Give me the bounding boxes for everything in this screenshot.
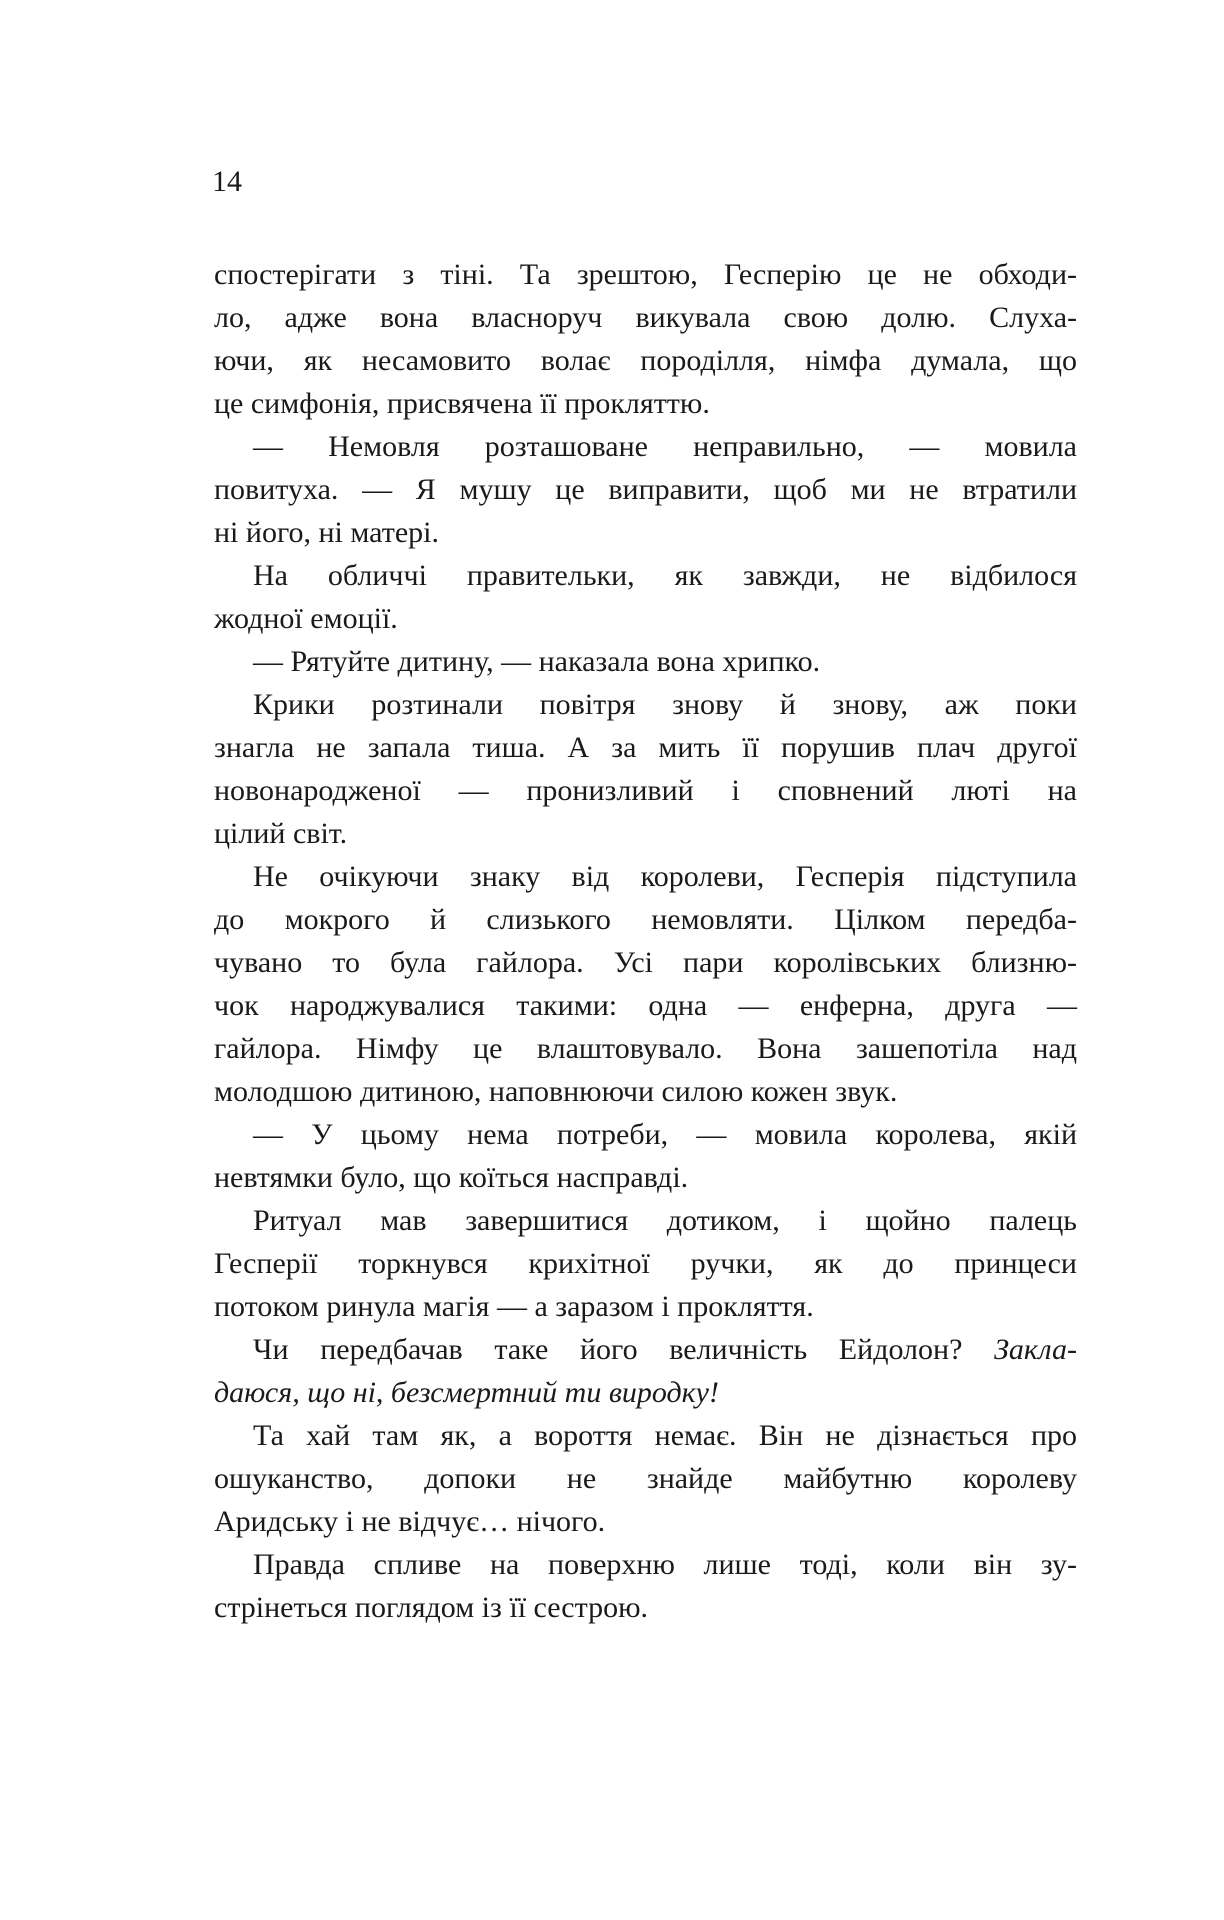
text-segment: стрінеться поглядом із її сестрою. xyxy=(214,1591,648,1624)
text-line xyxy=(214,1414,1077,1457)
text-line xyxy=(214,1371,1077,1414)
text-segment: — Рятуйте дитину, — наказала вона хрипко. xyxy=(253,645,821,678)
text-line xyxy=(214,597,1077,640)
text-line xyxy=(214,1156,1077,1199)
text-line xyxy=(214,855,1077,898)
text-segment: Гесперії торкнувся крихітної ручки, як до принцеси xyxy=(214,1247,1077,1280)
text-line xyxy=(214,253,1077,296)
text-segment: ошуканство, допоки не знайде майбутню королеву xyxy=(214,1462,1077,1495)
italic-text: даюся, що ні, безсмертний ти виродку! xyxy=(214,1376,719,1409)
text-segment: ючи, як несамовито волає породілля, німфа думала, що xyxy=(214,344,1077,377)
text-segment: цілий світ. xyxy=(214,817,348,850)
italic-text: Закла- xyxy=(994,1333,1077,1366)
text-segment: це симфонія, присвячена її прокляттю. xyxy=(214,387,710,420)
text-segment: новонародженої — пронизливий і сповнений люті на xyxy=(214,774,1077,807)
text-segment: Аридську і не відчує… нічого. xyxy=(214,1505,606,1538)
text-line xyxy=(214,769,1077,812)
text-segment: невтямки було, що коїться насправді. xyxy=(214,1161,689,1194)
text-segment: На обличчі правительки, як завжди, не відбилося xyxy=(253,559,1077,592)
text-segment: чок народжувалися такими: одна — енферна, друга — xyxy=(214,989,1077,1022)
text-line xyxy=(214,468,1077,511)
text-line xyxy=(214,898,1077,941)
text-line xyxy=(214,1027,1077,1070)
body-text xyxy=(214,253,1077,1629)
text-line xyxy=(214,1242,1077,1285)
text-segment: гайлора. Німфу це влаштовувало. Вона зашепотіла над xyxy=(214,1032,1077,1065)
text-segment: ло, адже вона власноруч викувала свою долю. Слуха- xyxy=(214,301,1077,334)
text-line xyxy=(214,425,1077,468)
text-segment: знагла не запала тиша. А за мить її порушив плач другої xyxy=(214,731,1077,764)
text-line xyxy=(214,1543,1077,1586)
text-segment: молодшою дитиною, наповнюючи силою кожен звук. xyxy=(214,1075,898,1108)
text-segment: жодної емоції. xyxy=(214,602,398,635)
text-segment: Ритуал мав завершитися дотиком, і щойно палець xyxy=(253,1204,1077,1237)
text-line xyxy=(214,1457,1077,1500)
text-segment: ні його, ні матері. xyxy=(214,516,439,549)
text-line xyxy=(214,726,1077,769)
text-line xyxy=(214,1199,1077,1242)
text-line xyxy=(214,554,1077,597)
text-line xyxy=(214,1500,1077,1543)
text-segment: Крики розтинали повітря знову й знову, аж поки xyxy=(253,688,1077,721)
page-number: 14 xyxy=(212,165,242,198)
text-line xyxy=(214,683,1077,726)
text-line xyxy=(214,1113,1077,1156)
text-line xyxy=(214,339,1077,382)
text-segment: Чи передбачав таке його величність Ейдолон? xyxy=(253,1333,995,1366)
text-line xyxy=(214,640,1077,683)
text-segment: потоком ринула магія — а заразом і прокляття. xyxy=(214,1290,814,1323)
text-line xyxy=(214,941,1077,984)
text-line xyxy=(214,296,1077,339)
text-segment: повитуха. — Я мушу це виправити, щоб ми не втратили xyxy=(214,473,1077,506)
text-segment: чувано то була гайлора. Усі пари королівських близню- xyxy=(214,946,1077,979)
text-segment: — У цьому нема потреби, — мовила королева, якій xyxy=(253,1118,1077,1151)
text-segment: Правда спливе на поверхню лише тоді, коли він зу- xyxy=(253,1548,1077,1581)
text-segment: — Немовля розташоване неправильно, — мовила xyxy=(253,430,1077,463)
text-line xyxy=(214,812,1077,855)
text-line xyxy=(214,1328,1077,1371)
text-line xyxy=(214,1586,1077,1629)
text-segment: до мокрого й слизького немовляти. Цілком передба- xyxy=(214,903,1077,936)
text-line xyxy=(214,382,1077,425)
text-line xyxy=(214,1070,1077,1113)
text-segment: спостерігати з тіні. Та зрештою, Гесперію це не обходи- xyxy=(214,258,1077,291)
text-line xyxy=(214,1285,1077,1328)
text-segment: Та хай там як, а вороття немає. Він не дізнається про xyxy=(253,1419,1077,1452)
text-line xyxy=(214,984,1077,1027)
text-line xyxy=(214,511,1077,554)
text-segment: Не очікуючи знаку від королеви, Гесперія підступила xyxy=(253,860,1077,893)
